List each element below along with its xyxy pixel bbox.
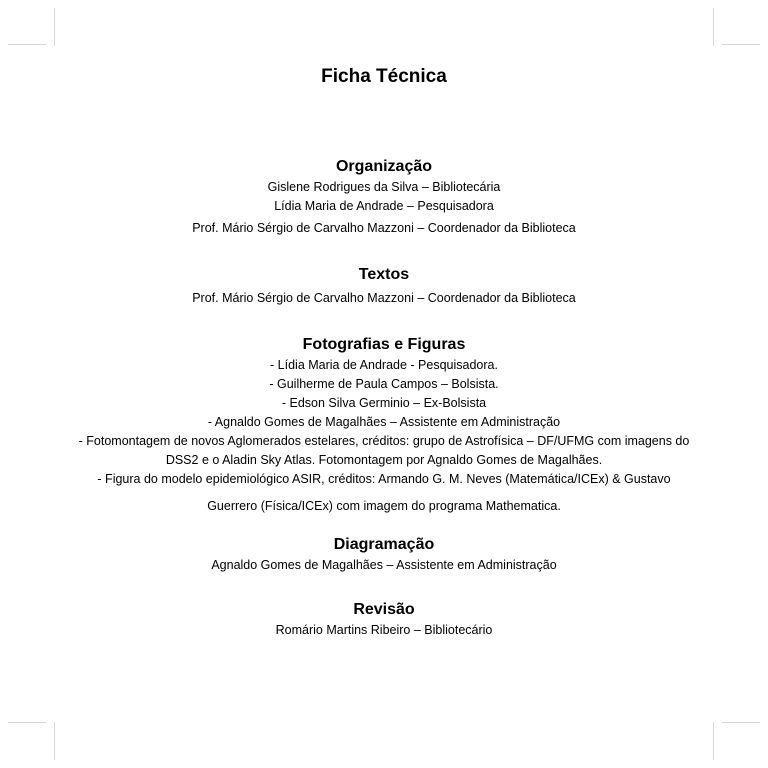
credit-line: Prof. Mário Sérgio de Carvalho Mazzoni – Coordenador da Biblioteca — [192, 291, 576, 305]
section-fotografias-e-figuras — [0, 334, 768, 516]
credit-line: Guerrero (Física/ICEx) com imagem do programa Mathematica. — [207, 499, 561, 513]
credit-line: DSS2 e o Aladin Sky Atlas. Fotomontagem por Agnaldo Gomes de Magalhães. — [165, 453, 603, 467]
credit-line: - Edson Silva Germinio – Ex-Bolsista — [281, 396, 487, 410]
section-heading: Organização — [335, 158, 433, 175]
credit-line: - Lídia Maria de Andrade - Pesquisadora. — [270, 358, 498, 372]
crop-mark-top-left — [8, 44, 46, 45]
page-title: Ficha Técnica — [321, 66, 447, 87]
crop-mark-top-right — [713, 8, 714, 46]
credit-line: Agnaldo Gomes de Magalhães – Assistente em Administração — [211, 558, 557, 572]
section-textos — [0, 264, 768, 308]
crop-mark-bottom-right — [722, 722, 760, 723]
credit-line: - Fotomontagem de novos Aglomerados estelares, créditos: grupo de Astrofísica – DF/UFMG com imagens do — [78, 434, 690, 448]
credit-line: Gislene Rodrigues da Silva – Bibliotecária — [267, 180, 501, 194]
crop-mark-bottom-right — [713, 722, 714, 760]
section-diagramacao — [0, 534, 768, 575]
section-heading: Fotografias e Figuras — [302, 336, 466, 353]
section-heading: Revisão — [353, 601, 415, 618]
section-heading: Textos — [358, 266, 410, 283]
crop-mark-top-left — [54, 8, 55, 46]
crop-mark-top-right — [722, 44, 760, 45]
section-organizacao — [0, 156, 768, 238]
crop-mark-bottom-left — [54, 722, 55, 760]
section-heading: Diagramação — [333, 536, 435, 553]
credit-line: Lídia Maria de Andrade – Pesquisadora — [274, 199, 494, 213]
credit-line: Prof. Mário Sérgio de Carvalho Mazzoni – Coordenador da Biblioteca — [192, 221, 576, 235]
credit-line: Romário Martins Ribeiro – Bibliotecário — [275, 623, 493, 637]
credit-line: - Agnaldo Gomes de Magalhães – Assistente em Administração — [207, 415, 561, 429]
credit-line: - Figura do modelo epidemiológico ASIR, créditos: Armando G. M. Neves (Matemática/ICEx) & Gustavo — [97, 472, 671, 486]
credit-line: - Guilherme de Paula Campos – Bolsista. — [269, 377, 499, 391]
section-revisao — [0, 599, 768, 640]
crop-mark-bottom-left — [8, 722, 46, 723]
